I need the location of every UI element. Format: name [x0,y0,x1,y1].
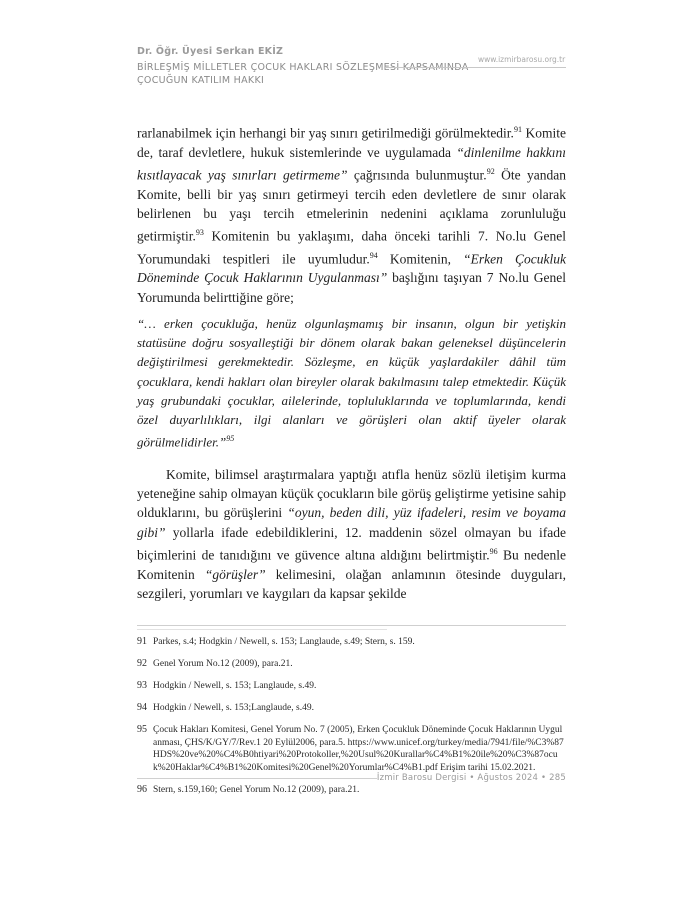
italic-text: “dinlenilme hakkını kısıtlayacak yaş sınırları getirmeme” [137,144,566,183]
block-quote [137,314,566,452]
footnote-number: 91 [137,636,147,647]
italic-text: “Erken Çocukluk Döneminde Çocuk Haklarının Uygulanması” [137,251,566,286]
footnote-number: 92 [137,658,147,669]
text-run: Bu nedenle Komitenin [137,547,567,582]
footnote-number: 93 [137,680,147,691]
text-run: çağrısında bulunmuştur. [347,167,487,183]
footnote [137,784,566,797]
footnote-number: 95 [137,724,147,735]
text-run: Komite, bilimsel araştırmalara yaptığı atıfla henüz sözlü iletişim kurma yeteneğine sahip olmayan küçük çocukların bile görüş geliştirme yetisine sahip olduklarını, bu görüşlerini [137,467,566,521]
footnote [137,636,566,649]
footnote-text: Çocuk Hakları Komitesi, Genel Yorum No. 7 (2005), Erken Çocukluk Döneminde Çocuk Haklarının Uygulanması, ÇHS/K/GY/7/Rev.1 20 Eylül2006, para.5. https://www.unicef.org/turkey/media/7941/file/%C3%87HDS%20ve%20%C4%B0htiyari%20Protokoller,%20Usul%20Kurallar%C4%B1%20ile%20%C3%87ocuk%20Haklar%C4%B1%20Komitesi%20Genel%20Yorumlar%C4%B1.pdf Erişim tarihi 15.02.2021. [153,725,564,773]
footnote-text: Parkes, s.4; Hodgkin / Newell, s. 153; Langlaude, s.49; Stern, s. 159. [153,637,415,647]
text-run: yollarla ifade edebildiklerini, 12. maddenin sözel olmayan bu ifade biçimlerini de tanıdığını ve güvence altına aldığını belirtmiştir. [137,524,566,563]
footnote-text: Hodgkin / Newell, s. 153; Langlaude, s.49. [153,681,317,691]
text-run: “… erken çocukluğa, henüz olgunlaşmamış bir insanın, olgun bir yetişkin statüsüne doğru sosyalleştiği bir dönem olarak bakan geleneksel düşüncelerin değiştirilmesi gerekmektedir. Sözleşme, en küçük yaşlardakiler dâhil tüm çocuklara, kendi hakları olan bireyler olarak bakılmasını talep etmektedir. Küçük yaş grubundaki çocuklar, ailelerinde, topluluklarında ve toplumlarında, kendi özel duyarlılıkları, ilgi alanları ve görüşleri olan aktif üyeler olarak görülmelidirler.” [137,316,566,450]
text-run: Komite de, taraf devletlere, hukuk sistemlerinde ve uygulamada [137,125,566,160]
text-run: Öte yandan Komite, belli bir yaş sınırı getirmeyi tercih eden devletlere de sınır olarak belirlenen bu yaşı tercih etmelerinin nedenini açıklama zorunluluğu getirmiştir. [137,167,566,244]
footnote-number: 94 [137,702,147,713]
body-paragraph-1 [137,120,566,307]
header-title-line-2: ÇOCUĞUN KATILIM HAKKI [137,75,265,86]
header-author: Dr. Öğr. Üyesi Serkan EKİZ [137,46,284,57]
footnote-text: Stern, s.159,160; Genel Yorum No.12 (2009), para.21. [153,784,360,795]
italic-text: “görüşler” [204,566,266,582]
footnote-text: Hodgkin / Newell, s. 153;Langlaude, s.49. [153,703,314,713]
italic-text: “oyun, beden dili, yüz ifadeleri, resim ve boyama gibi” [137,505,567,540]
header-divider [384,67,566,68]
header-url: www.izmirbarosu.org.tr [478,55,566,64]
footnote-number: 96 [137,783,147,795]
footnote-divider-short [137,629,387,630]
footnote-ref[interactable]: 94 [369,250,378,260]
header-article-title [137,61,477,87]
footnote-ref[interactable]: 93 [195,228,204,238]
footnote-ref[interactable]: 91 [513,125,522,134]
footnote-text: Genel Yorum No.12 (2009), para.21. [153,659,293,669]
footnote-ref[interactable]: 96 [489,546,498,556]
footnote [137,658,566,671]
text-run: kelimesini, olağan anlamının ötesinde duyguları, sezgileri, yorumları ve kaygıları da kapsar şekilde [137,566,566,601]
footer-divider [137,778,377,779]
text-run: rarlanabilmek için herhangi bir yaş sınırı getirilmediği görülmektedir. [137,125,514,141]
text-run: Komitenin, [377,251,464,267]
header-title-line-1: BİRLEŞMİŞ MİLLETLER ÇOCUK HAKLARI SÖZLEŞMESİ KAPSAMINDA [137,62,469,73]
footnote-ref[interactable]: 92 [486,166,495,176]
text-run: Komitenin bu yaklaşımı, daha önceki tarihli 7. No.lu Genel Yorumundaki tespitleri ile uyumludur. [137,228,566,267]
footer-journal-page: İzmir Barosu Dergisi • Ağustos 2024 • 285 [376,773,566,783]
footnote-divider [137,625,566,626]
text-run: başlığını taşıyan 7 No.lu Genel Yorumunda belirttiğine göre; [137,270,566,305]
footnote [137,680,566,693]
footnote [137,724,566,774]
footnote [137,702,566,715]
body-paragraph-2 [137,465,566,603]
footnote-ref[interactable]: 95 [226,434,235,444]
